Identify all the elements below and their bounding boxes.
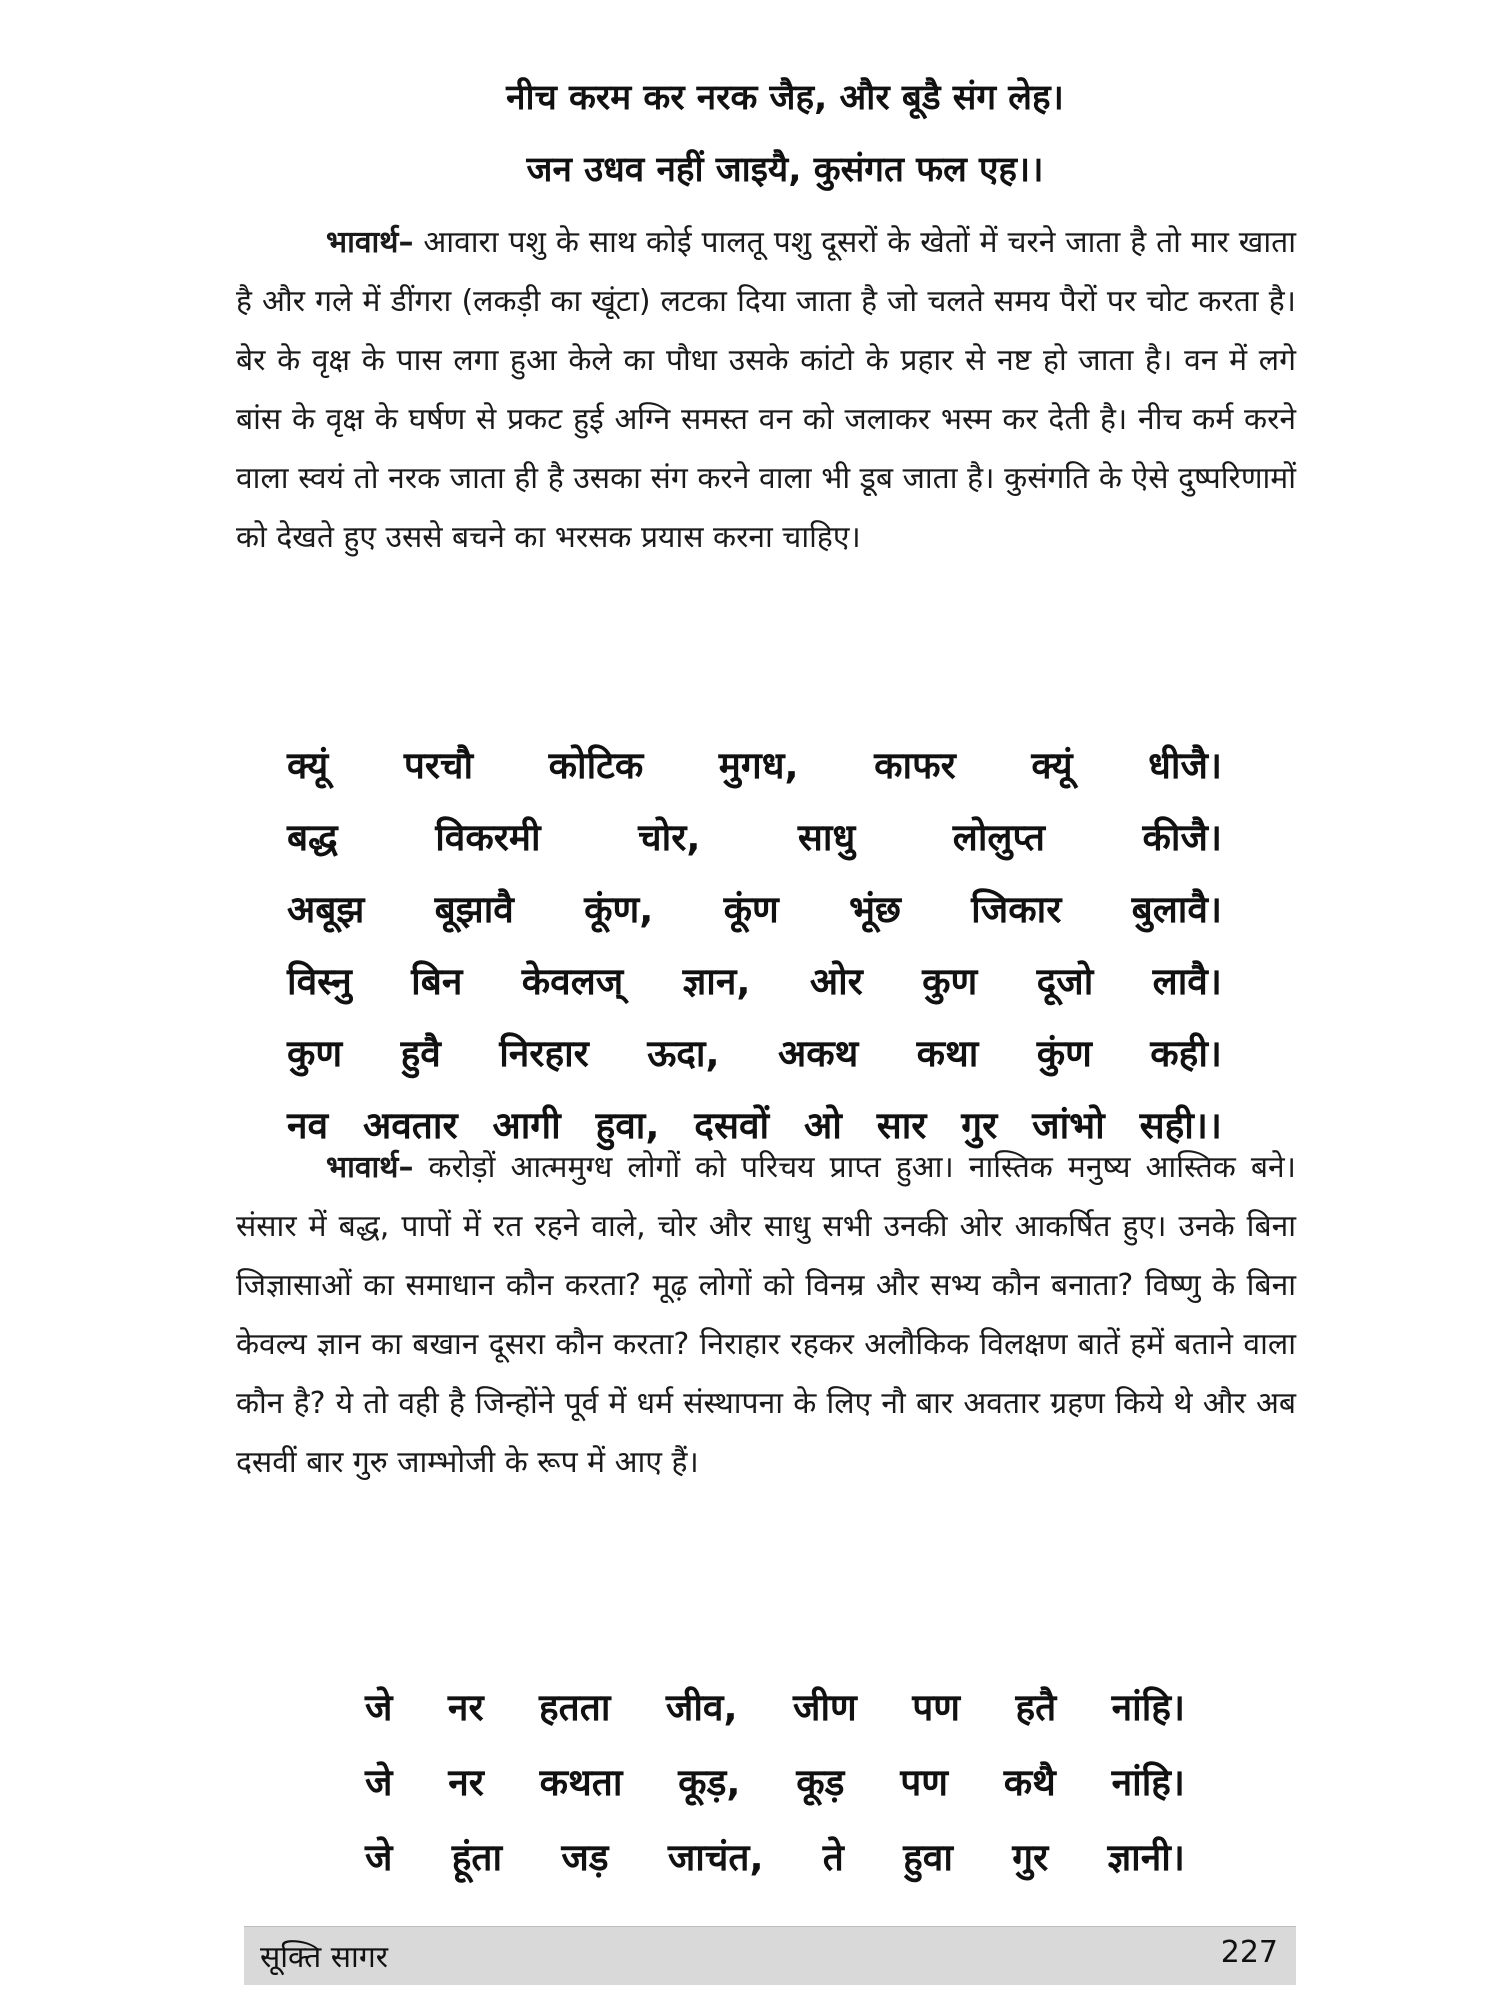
verse-line: जन उधव नहीं जाइयै, कुसंगत फल एह।।	[526, 150, 1044, 190]
verse-line	[365, 1820, 1185, 1895]
verse-word: जे	[365, 1686, 393, 1729]
verse-word: गुर	[1012, 1836, 1049, 1879]
verse-word: कथा	[916, 1032, 979, 1075]
verse-line	[365, 1745, 1185, 1820]
verse-word: विस्नु	[287, 960, 352, 1003]
verse-line: नीच करम कर नरक जैह, और बूडै संग लेह।	[506, 78, 1064, 118]
verse-word: जे	[365, 1761, 393, 1804]
verse-word: लावै।	[1152, 960, 1222, 1003]
verse-word: जीण	[792, 1686, 857, 1729]
explanation-text: आवारा पशु के साथ कोई पालतू पशु दूसरों के खेतों में चरने जाता है तो मार खाता है और गले में डींगरा (लकड़ी का खूंटा) लटका दिया जाता है जो चलते समय पैरों पर चोट करता है। बेर के वृक्ष के पास लगा हुआ केले का पौधा उसके कांटो के प्रहार से नष्ट हो जाता है। वन में लगे बांस के वृक्ष के घर्षण से प्रकट हुई अग्नि समस्त वन को जलाकर भस्म कर देती है। नीच कर्म करने वाला स्वयं तो नरक जाता ही है उसका संग करने वाला भी डूब जाता है। कुसंगति के ऐसे दुष्परिणामों को देखते हुए उससे बचने का भरसक प्रयास करना चाहिए।	[236, 225, 1296, 555]
verse-word: बुलावै।	[1131, 888, 1222, 931]
verse-word: जे	[365, 1836, 393, 1879]
verse-word: नांहि।	[1111, 1761, 1185, 1804]
verse-word: हुवा	[903, 1836, 953, 1879]
explanation-text: करोड़ों आत्ममुग्ध लोगों को परिचय प्राप्त हुआ। नास्तिक मनुष्य आस्तिक बने। संसार में बद्ध, पापों में रत रहने वाले, चोर और साधु सभी उनकी ओर आकर्षित हुए। उनके बिना जिज्ञासाओं का समाधान कौन करता? मूढ़ लोगों को विनम्र और सभ्य कौन बनाता? विष्णु के बिना केवल्य ज्ञान का बखान दूसरा कौन करता? निराहार रहकर अलौकिक विलक्षण बातें हमें बताने वाला कौन है? ये तो वही है जिन्होंने पूर्व में धर्म संस्थापना के लिए नौ बार अवतार ग्रहण किये थे और अब दसवीं बार गुरु जाम्भोजी के रूप में आए हैं।	[236, 1150, 1296, 1480]
verse-word: नव	[287, 1104, 329, 1147]
verse-stanza-2	[287, 730, 1222, 1162]
explanation-label: भावार्थ–	[326, 225, 414, 260]
verse-word: पण	[912, 1686, 960, 1729]
verse-couplet-1	[395, 62, 1175, 206]
verse-word: लोलुप्त	[952, 816, 1046, 859]
verse-word: कुण	[922, 960, 978, 1003]
verse-word: सही।।	[1139, 1104, 1222, 1147]
verse-word: कूड़	[796, 1761, 845, 1804]
verse-word: केवलज्	[521, 960, 624, 1003]
verse-line	[365, 1670, 1185, 1745]
verse-word: ते	[822, 1836, 844, 1879]
verse-word: जाचंत,	[667, 1836, 764, 1879]
verse-word: कोटिक	[548, 744, 644, 787]
verse-word: दसवों	[694, 1104, 770, 1147]
verse-word: विकरमी	[435, 816, 541, 859]
verse-word: जिकार	[971, 888, 1062, 931]
verse-word: नांहि।	[1111, 1686, 1185, 1729]
verse-word: नर	[448, 1761, 484, 1804]
verse-word: कूंण	[723, 888, 779, 931]
verse-word: कुण	[287, 1032, 343, 1075]
verse-word: ओ	[803, 1104, 842, 1147]
page-number: 227	[1220, 1935, 1278, 1970]
verse-line	[287, 1018, 1222, 1090]
explanation-label: भावार्थ–	[326, 1150, 414, 1185]
verse-word: ज्ञानी।	[1107, 1836, 1185, 1879]
page-footer	[244, 1926, 1296, 1985]
verse-word: नर	[447, 1686, 484, 1729]
verse-word: कथता	[539, 1761, 623, 1804]
verse-word: कुंण	[1036, 1032, 1092, 1075]
verse-word: क्यूं	[287, 744, 329, 787]
verse-word: कूंण,	[584, 888, 654, 931]
verse-line	[287, 730, 1222, 802]
verse-word: निरहार	[499, 1032, 589, 1075]
verse-word: हूंता	[451, 1836, 503, 1879]
explanation-paragraph-1	[236, 213, 1296, 567]
verse-word: सार	[876, 1104, 927, 1147]
verse-word: दूजो	[1036, 960, 1094, 1003]
verse-word: हतै	[1015, 1686, 1057, 1729]
verse-word: क्यूं	[1031, 744, 1073, 787]
verse-word: ज्ञान,	[682, 960, 751, 1003]
verse-word: कीजै।	[1142, 816, 1222, 859]
verse-word: हुवा,	[595, 1104, 660, 1147]
book-title: सूक्ति सागर	[260, 1940, 388, 1975]
verse-word: कथै	[1003, 1761, 1056, 1804]
verse-word: जीव,	[665, 1686, 738, 1729]
verse-word: काफर	[874, 744, 956, 787]
verse-word: धीजै।	[1148, 744, 1222, 787]
verse-word: हतता	[539, 1686, 611, 1729]
verse-line	[287, 874, 1222, 946]
verse-word: साधु	[797, 816, 856, 859]
verse-word: कूड़,	[678, 1761, 741, 1804]
verse-word: अवतार	[362, 1104, 458, 1147]
verse-word: भूंछ	[848, 888, 901, 931]
verse-word: जड़	[561, 1836, 609, 1879]
verse-word: अकथ	[777, 1032, 859, 1075]
verse-line	[287, 946, 1222, 1018]
verse-word: कही।	[1150, 1032, 1222, 1075]
verse-word: परचौ	[403, 744, 474, 787]
verse-word: चोर,	[638, 816, 701, 859]
verse-word: मुगध,	[718, 744, 799, 787]
verse-word: पण	[900, 1761, 948, 1804]
verse-word: जांभो	[1032, 1104, 1105, 1147]
verse-stanza-3	[365, 1670, 1185, 1895]
verse-word: ऊदा,	[647, 1032, 720, 1075]
verse-word: बद्ध	[287, 816, 338, 859]
verse-word: ओर	[809, 960, 863, 1003]
explanation-paragraph-2	[236, 1138, 1296, 1492]
verse-word: आगी	[492, 1104, 561, 1147]
verse-word: बूझावै	[434, 888, 514, 931]
verse-word: गुर	[961, 1104, 998, 1147]
verse-word: बिन	[411, 960, 463, 1003]
verse-line	[287, 802, 1222, 874]
verse-word: अबूझ	[287, 888, 365, 931]
verse-word: हुवै	[400, 1032, 441, 1075]
